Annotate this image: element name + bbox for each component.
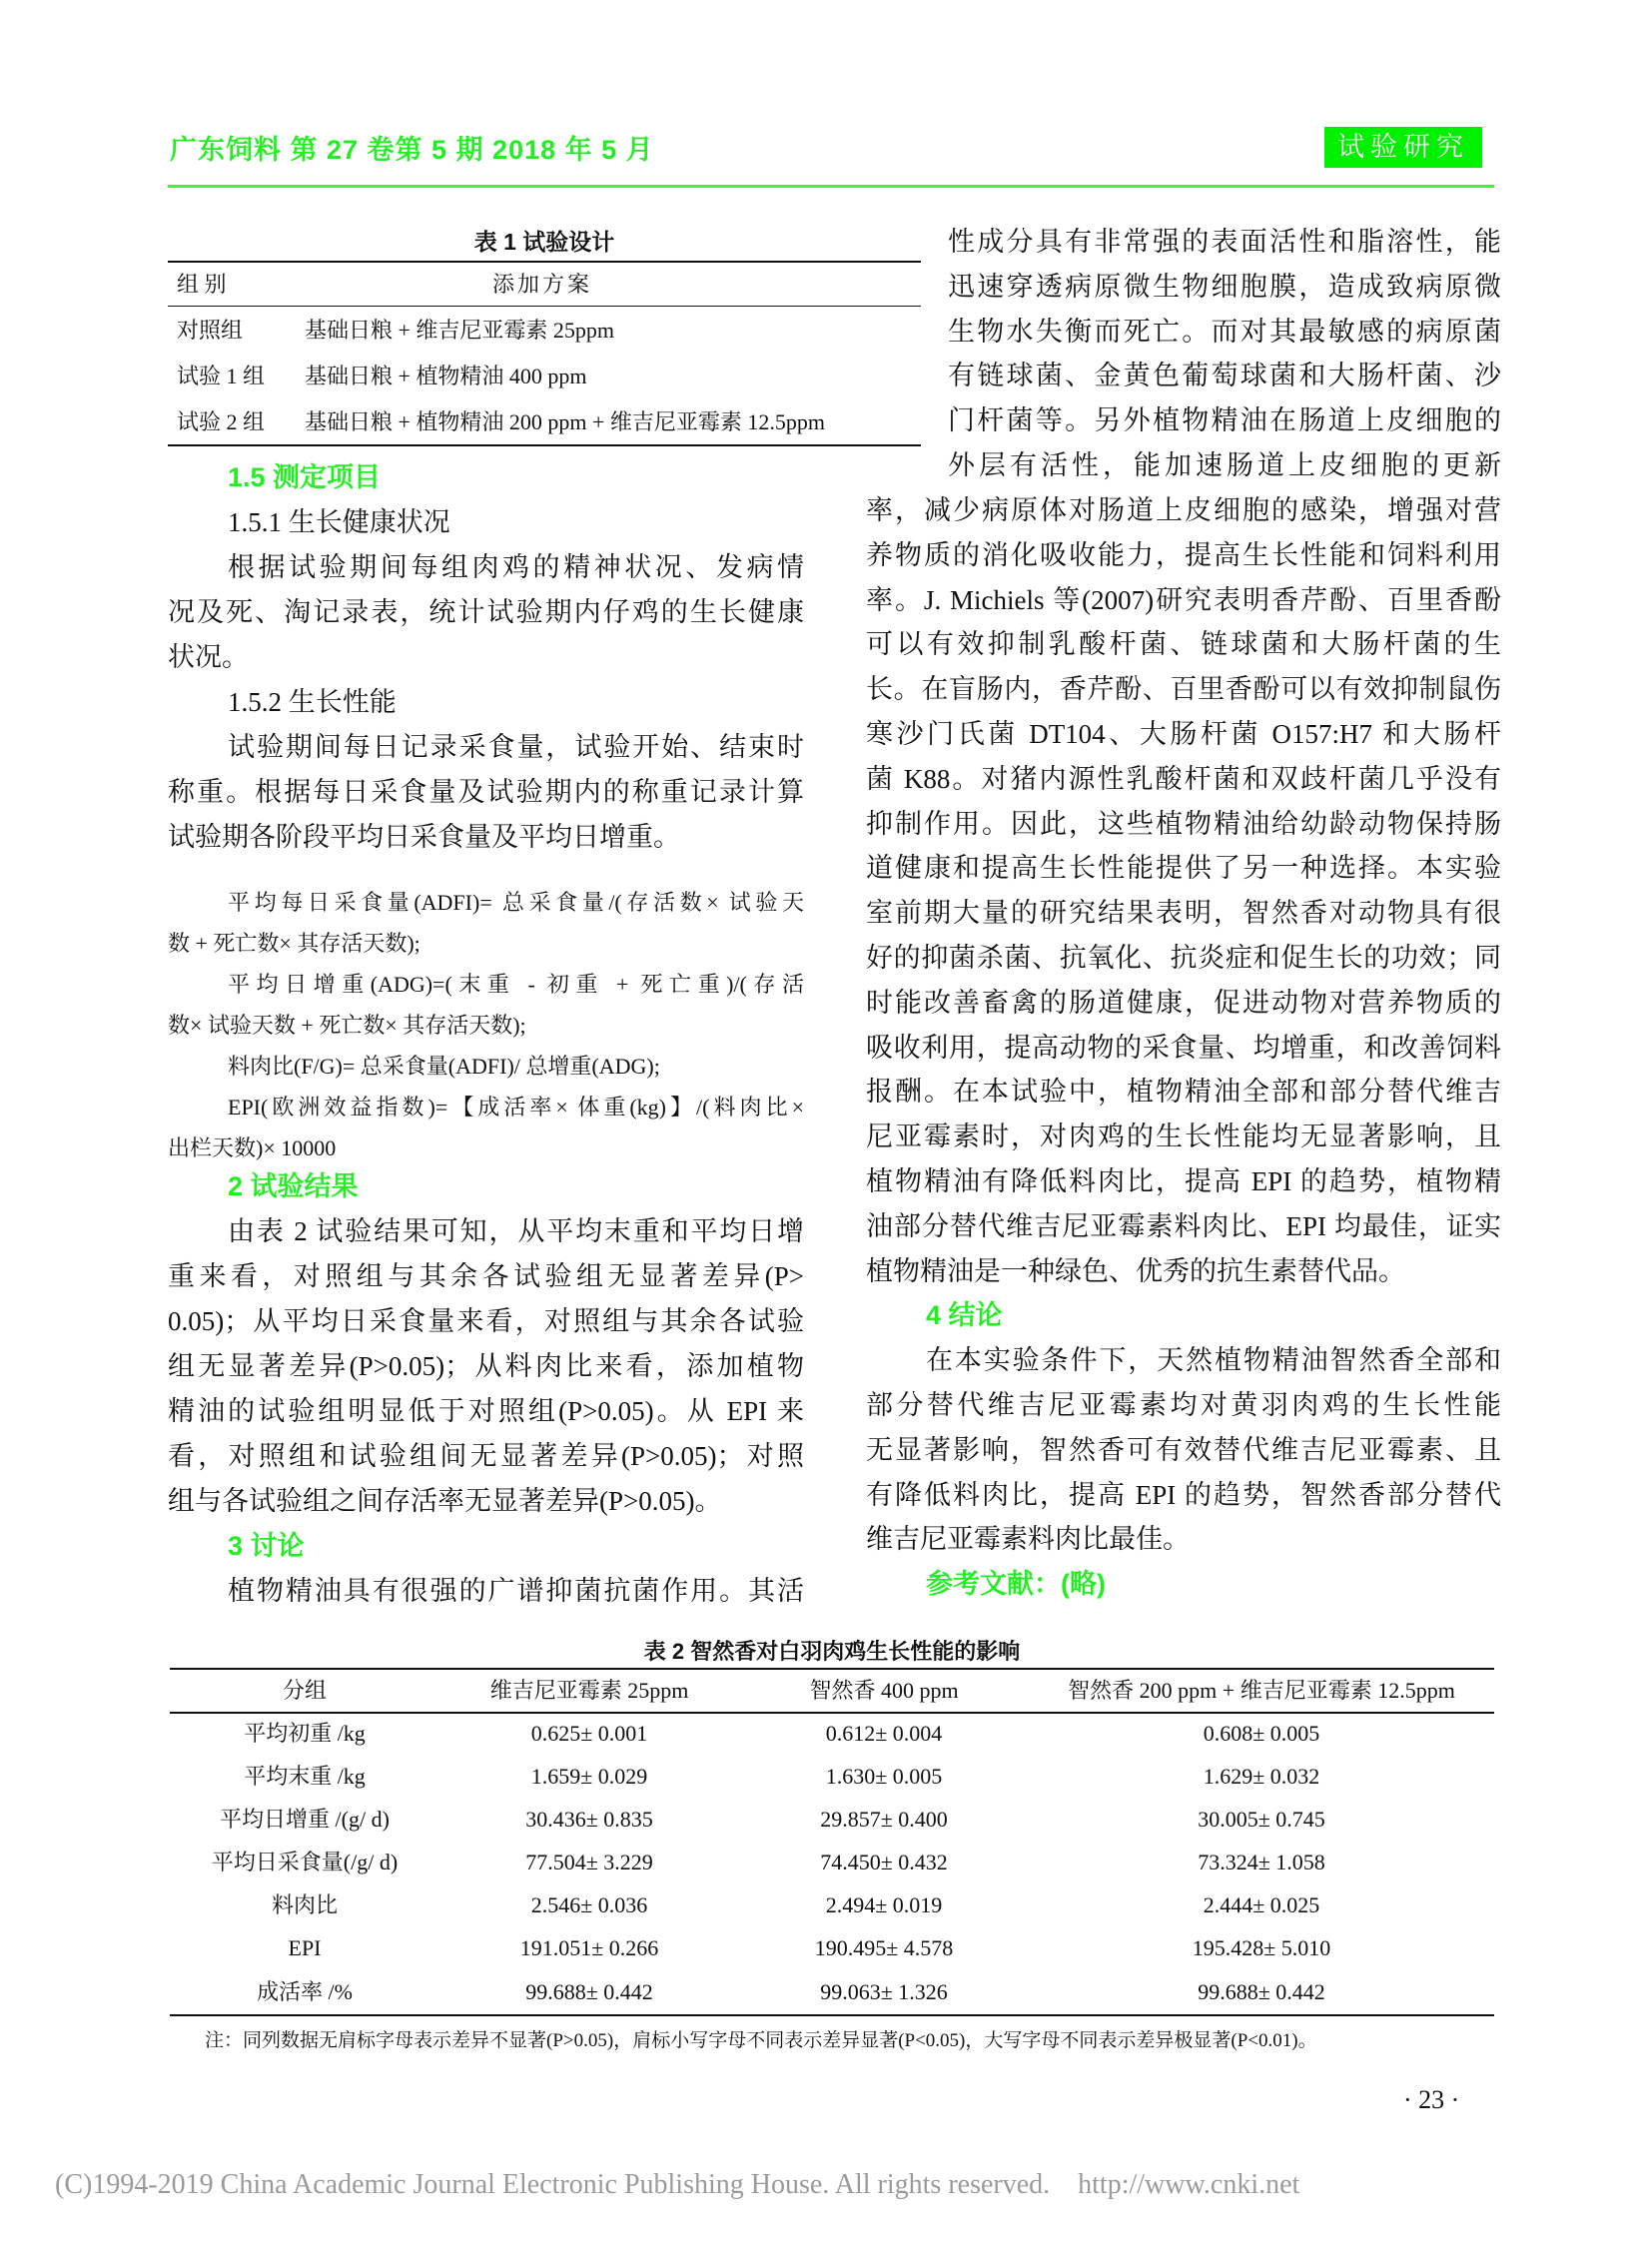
paragraph-line: 数× 试验天数 + 死亡数× 其存活天数); (168, 1013, 526, 1038)
table2-header-row (170, 1671, 1494, 1711)
table1-header-rule (168, 306, 921, 307)
paragraph-line: 看，对照组和试验组间无显著差异(P>0.05)；对照 (168, 1441, 804, 1471)
table-cell: 0.608± 0.005 (1203, 1721, 1320, 1746)
row-label: 平均日采食量(/g/ d) (211, 1850, 399, 1874)
section-heading: 4 结论 (926, 1300, 1003, 1331)
references-heading: 参考文献：(略) (926, 1569, 1106, 1600)
table1-header-plan: 添加方案 (491, 272, 592, 297)
row-label: 平均初重 /kg (244, 1721, 366, 1746)
table2-header: 维吉尼亚霉素 25ppm (489, 1678, 689, 1703)
table2-bottom-rule (170, 2014, 1494, 2016)
paragraph-line: 门杆菌等。另外植物精油在肠道上皮细胞的 (948, 405, 1501, 436)
table-cell: 73.324± 1.058 (1198, 1850, 1325, 1874)
table-row (168, 357, 921, 396)
paragraph-line: 可以有效抑制乳酸杆菌、链球菌和大肠杆菌的生 (866, 629, 1501, 660)
paragraph-line: 0.05)；从平均日采食量来看，对照组与其余各试验 (168, 1306, 804, 1336)
table-row (168, 402, 921, 442)
table-cell: 2.546± 0.036 (530, 1892, 648, 1917)
table1-header-row (168, 265, 921, 305)
paragraph-line: 油部分替代维吉尼亚霉素料肉比、EPI 均最佳，证实 (866, 1210, 1501, 1241)
table-cell: 99.063± 1.326 (820, 1979, 948, 2004)
paragraph-line: 报酬。在本试验中，植物精油全部和部分替代维吉 (866, 1077, 1501, 1108)
paragraph-line: 平均日增重(ADG)=(末重 - 初重 + 死亡重)/(存活 (228, 972, 804, 997)
paragraph-line: 道健康和提高生长性能提供了另一种选择。本实验 (866, 853, 1501, 884)
paragraph-line: 植物精油是一种绿色、优秀的抗生素替代品。 (866, 1255, 1405, 1286)
paragraph-line: 外层有活性，能加速肠道上皮细胞的更新 (948, 449, 1501, 480)
paragraph-line: 室前期大量的研究结果表明，智然香对动物具有很 (866, 898, 1501, 929)
paragraph-line: 植物精油有降低料肉比，提高 EPI 的趋势，植物精 (866, 1165, 1501, 1196)
paragraph-line: 根据试验期间每组肉鸡的精神状况、发病情 (228, 552, 804, 582)
paragraph-line: 状况。 (168, 642, 249, 672)
paragraph-line: 好的抑菌杀菌、抗氧化、抗炎症和促生长的功效；同 (866, 942, 1501, 973)
paragraph-line: 称重。根据每日采食量及试验期内的称重记录计算 (168, 777, 804, 807)
section-badge: 试验研究 (1324, 127, 1482, 168)
table-cell: 0.625± 0.001 (530, 1721, 648, 1746)
row-label: 平均末重 /kg (244, 1764, 366, 1789)
row-label: EPI (288, 1935, 322, 1960)
row-label: 平均日增重 /(g/ d) (220, 1807, 390, 1832)
paragraph-line: 长。在盲肠内，香芹酚、百里香酚可以有效抑制鼠伤 (866, 674, 1501, 705)
paragraph-line: EPI(欧洲效益指数)=【成活率× 体重(kg)】/(料肉比× (228, 1095, 804, 1120)
paragraph-line: 维吉尼亚霉素料肉比最佳。 (866, 1524, 1190, 1555)
table1-caption: 表 1 试验设计 (473, 229, 615, 255)
paragraph-line: 精油的试验组明显低于对照组(P>0.05)。从 EPI 来 (168, 1396, 804, 1426)
paragraph-line: 时能改善畜禽的肠道健康，促进动物对营养物质的 (866, 987, 1501, 1018)
right-column-narrow (948, 220, 1501, 488)
paragraph-line: 在本实验条件下，天然植物精油智然香全部和 (926, 1345, 1501, 1376)
table2-caption: 表 2 智然香对白羽肉鸡生长性能的影响 (643, 1639, 1021, 1664)
table-cell: 1.630± 0.005 (825, 1764, 943, 1789)
right-column-wide (866, 488, 1501, 1607)
paragraph-line: 组无显著差异(P>0.05)；从料肉比来看，添加植物 (168, 1351, 804, 1381)
table-row (170, 1714, 1494, 1754)
paragraph-line: 性成分具有非常强的表面活性和脂溶性，能 (948, 227, 1501, 257)
table-cell: 试验 1 组 (177, 364, 266, 388)
paragraph-line: 况及死、淘记录表，统计试验期内仔鸡的生长健康 (168, 597, 804, 627)
table-cell: 99.688± 0.442 (1198, 1979, 1325, 2004)
paragraph-line: 抑制作用。因此，这些植物精油给幼龄动物保持肠 (866, 808, 1501, 839)
paragraph-line: 平均每日采食量(ADFI)= 总采食量/(存活数× 试验天 (228, 890, 804, 915)
subsection-heading: 1.5.1 生长健康状况 (228, 507, 450, 537)
paragraph-line: 养物质的消化吸收能力，提高生长性能和饲料利用 (866, 539, 1501, 570)
section-heading: 2 试验结果 (228, 1171, 359, 1201)
table-cell: 74.450± 0.432 (820, 1850, 948, 1874)
paragraph-line: 重来看，对照组与其余各试验组无显著差异(P> (168, 1261, 804, 1291)
paragraph-line: 组与各试验组之间存活率无显著差异(P>0.05)。 (168, 1486, 722, 1516)
table2-top-rule (170, 1668, 1494, 1670)
table-cell: 2.444± 0.025 (1203, 1892, 1320, 1917)
page-number: · 23 · (1403, 2085, 1460, 2114)
paragraph-line: 试验期各阶段平均日采食量及平均日增重。 (168, 822, 680, 852)
table2-note: 注：同列数据无肩标字母表示差异不显著(P>0.05)，肩标小写字母不同表示差异显著(P<0.05)，大写字母不同表示差异极显著(P<0.01)。 (205, 2030, 1317, 2051)
paragraph-line: 迅速穿透病原微生物细胞膜，造成致病原微 (948, 271, 1501, 302)
table-cell: 1.659± 0.029 (530, 1764, 648, 1789)
left-column-formulas (168, 882, 804, 1168)
paragraph-line: 料肉比(F/G)= 总采食量(ADFI)/ 总增重(ADG); (228, 1054, 660, 1079)
paragraph-line: 寒沙门氏菌 DT104、大肠杆菌 O157:H7 和大肠杆 (866, 718, 1501, 749)
paragraph-line: 率。J. Michiels 等(2007)研究表明香芹酚、百里香酚 (866, 584, 1501, 615)
table1-top-rule (168, 261, 921, 263)
table-cell: 基础日粮 + 植物精油 400 ppm (305, 364, 587, 388)
table-cell: 99.688± 0.442 (525, 1979, 653, 2004)
section-heading: 3 讨论 (228, 1531, 305, 1561)
paragraph-line: 数 + 死亡数× 其存活天数); (168, 931, 420, 956)
paragraph-line: 尼亚霉素时，对肉鸡的生长性能均无显著影响，且 (866, 1121, 1501, 1152)
table2-header: 智然香 200 ppm + 维吉尼亚霉素 12.5ppm (1068, 1678, 1455, 1703)
table-cell: 试验 2 组 (177, 409, 266, 434)
table-row (170, 1757, 1494, 1797)
table-row (170, 1800, 1494, 1840)
table-cell: 对照组 (177, 318, 244, 343)
row-label: 料肉比 (271, 1892, 338, 1917)
left-column-section-1-5 (168, 455, 804, 860)
paragraph-line: 率，减少病原体对肠道上皮细胞的感染，增强对营 (866, 495, 1501, 525)
left-column-results-discussion (168, 1164, 804, 1614)
table-cell: 30.005± 0.745 (1198, 1807, 1325, 1832)
paragraph-line: 菌 K88。对猪内源性乳酸杆菌和双歧杆菌几乎没有 (866, 763, 1501, 794)
copyright-watermark: (C)1994-2019 China Academic Journal Electronic Publishing House. All rights reserved. http://www.cnki.net (55, 2169, 1300, 2200)
paragraph-line: 部分替代维吉尼亚霉素均对黄羽肉鸡的生长性能 (866, 1389, 1501, 1420)
table-cell: 191.051± 0.266 (519, 1935, 659, 1960)
row-label: 成活率 /% (257, 1979, 353, 2004)
subsection-heading: 1.5.2 生长性能 (228, 687, 397, 717)
table-row (168, 311, 921, 351)
paragraph-line: 由表 2 试验结果可知，从平均末重和平均日增 (228, 1216, 804, 1246)
table-cell: 190.495± 4.578 (814, 1935, 954, 1960)
table-cell: 基础日粮 + 植物精油 200 ppm + 维吉尼亚霉素 12.5ppm (305, 409, 826, 434)
paragraph-line: 无显著影响，智然香可有效替代维吉尼亚霉素、且 (866, 1434, 1501, 1465)
table-cell: 2.494± 0.019 (825, 1892, 943, 1917)
table-cell: 195.428± 5.010 (1192, 1935, 1331, 1960)
journal-header: 广东饲料 第 27 卷第 5 期 2018 年 5 月 (170, 135, 654, 165)
table2-header: 分组 (282, 1678, 327, 1703)
paragraph-line: 吸收利用，提高动物的采食量、均增重，和改善饲料 (866, 1032, 1501, 1063)
table2-header: 智然香 400 ppm (809, 1678, 959, 1703)
paragraph-line: 有降低料肉比，提高 EPI 的趋势，智然香部分替代 (866, 1479, 1501, 1510)
table-cell: 1.629± 0.032 (1203, 1764, 1320, 1789)
paragraph-line: 植物精油具有很强的广谱抑菌抗菌作用。其活 (228, 1576, 804, 1606)
table-row (170, 1843, 1494, 1882)
table-row (170, 1972, 1494, 2012)
table-row (170, 1928, 1494, 1968)
paragraph-line: 有链球菌、金黄色葡萄球菌和大肠杆菌、沙 (948, 361, 1501, 391)
table1-header-group: 组 别 (177, 272, 227, 297)
table-cell: 0.612± 0.004 (825, 1721, 943, 1746)
table-cell: 基础日粮 + 维吉尼亚霉素 25ppm (305, 318, 615, 343)
paragraph-line: 生物水失衡而死亡。而对其最敏感的病原菌 (948, 316, 1501, 347)
table-cell: 77.504± 3.229 (525, 1850, 653, 1874)
table1-bottom-rule (168, 444, 921, 446)
section-heading: 1.5 测定项目 (228, 462, 382, 492)
table-cell: 30.436± 0.835 (525, 1807, 653, 1832)
paragraph-line: 出栏天数)× 10000 (168, 1135, 337, 1160)
table-row (170, 1885, 1494, 1925)
table-cell: 29.857± 0.400 (820, 1807, 948, 1832)
paragraph-line: 试验期间每日记录采食量，试验开始、结束时 (228, 732, 804, 762)
header-divider (168, 185, 1494, 188)
